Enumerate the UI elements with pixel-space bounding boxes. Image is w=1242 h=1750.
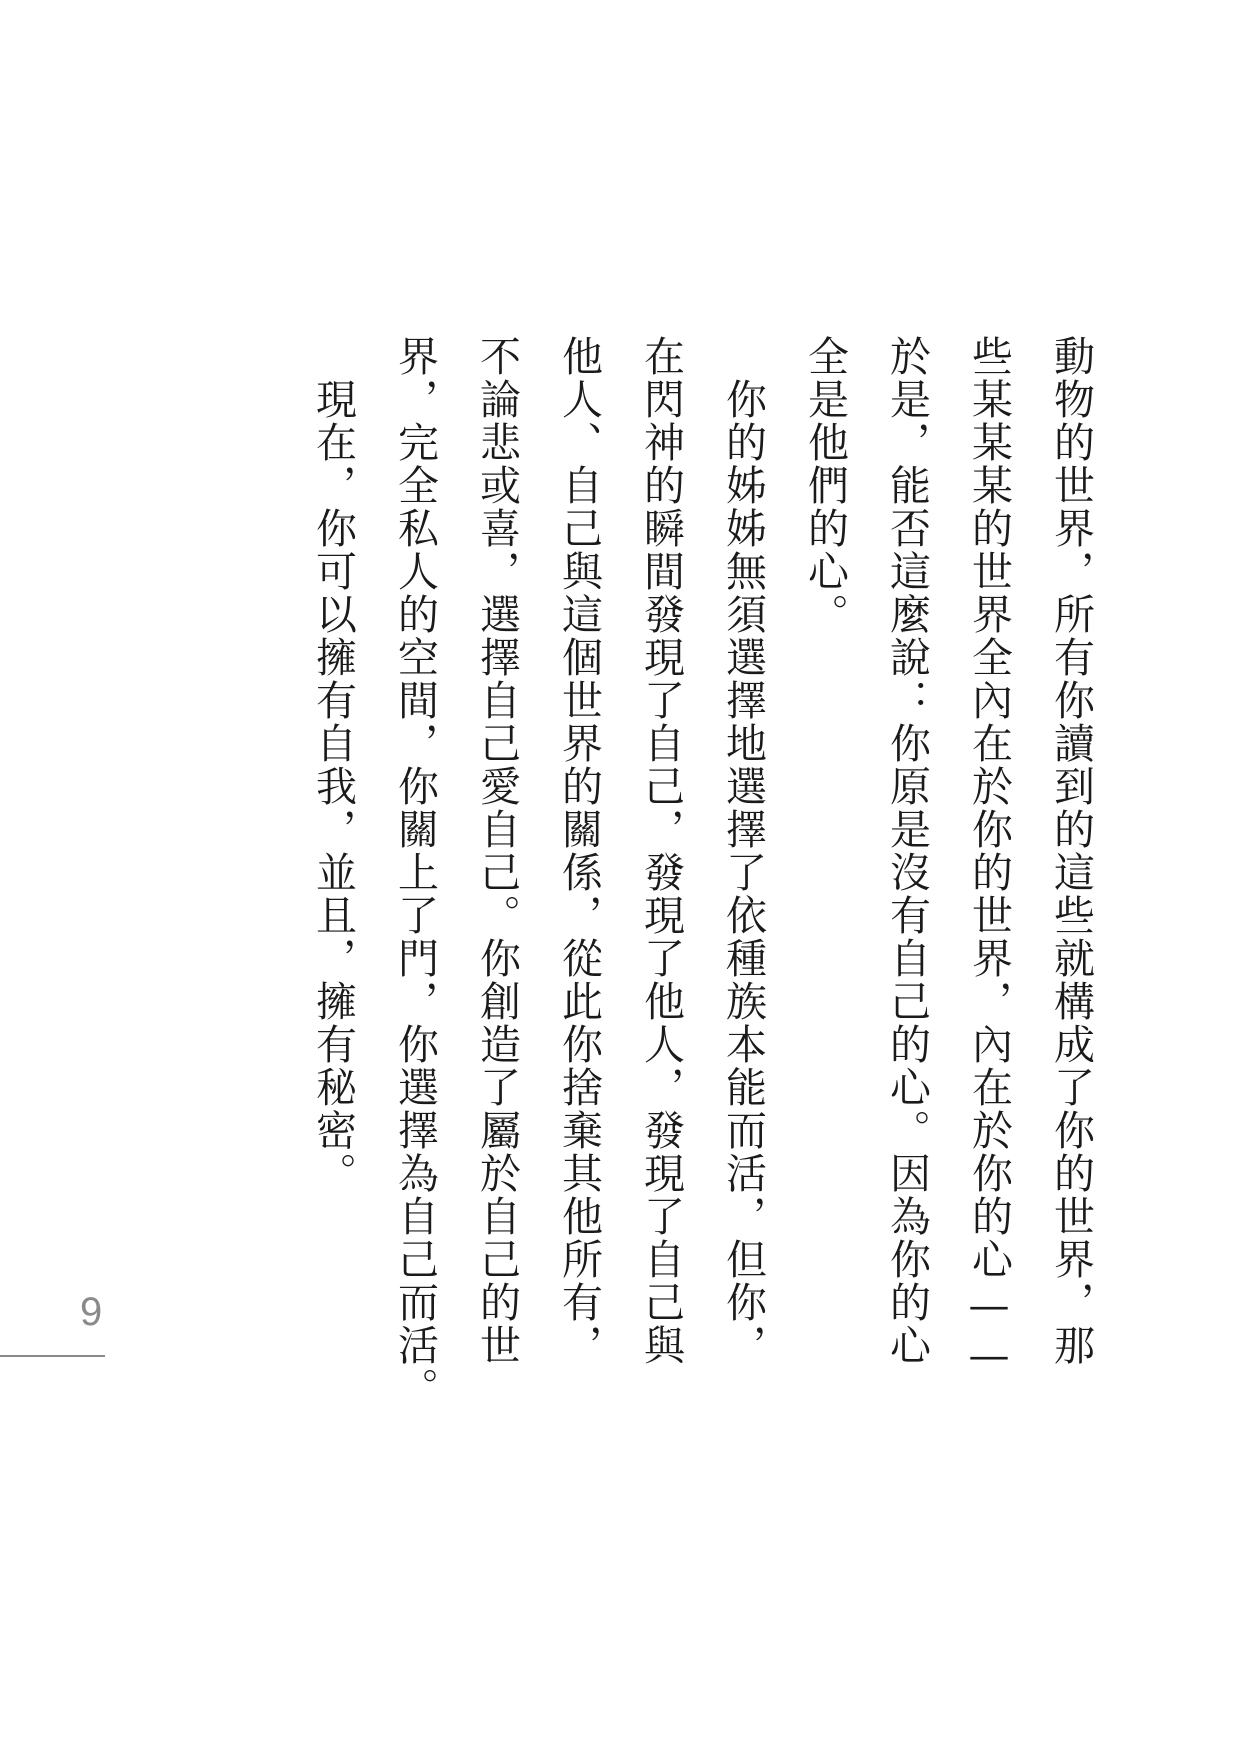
paragraph-1: 動物的世界，所有你讀到的這些就構成了你的世界，那 些某某某的世界全內在於你的世界，內在於你的心—— 於是，能否這麼說：你原是沒有自己的心。因為你的心 全是他們的心。 xyxy=(801,335,1095,1381)
paragraph-2: 你的姊姊無須選擇地選擇了依種族本能而活，但你， 在閃神的瞬間發現了自己，發現了他人，發現了自己與 他人、自己與這個世界的關係，從此你捨棄其他所有， 不論悲或喜，選擇自己愛自己。你創造了屬於自己的世 界，完全私人的空間，你關上了門，你選擇為自己而活。 xyxy=(391,335,767,1410)
page-number: 9 xyxy=(80,1290,103,1334)
page-number-rule xyxy=(0,1355,105,1357)
paragraph-3: 現在，你可以擁有自我，並且，擁有秘密。 xyxy=(309,335,357,1195)
body-text xyxy=(292,335,1112,1585)
